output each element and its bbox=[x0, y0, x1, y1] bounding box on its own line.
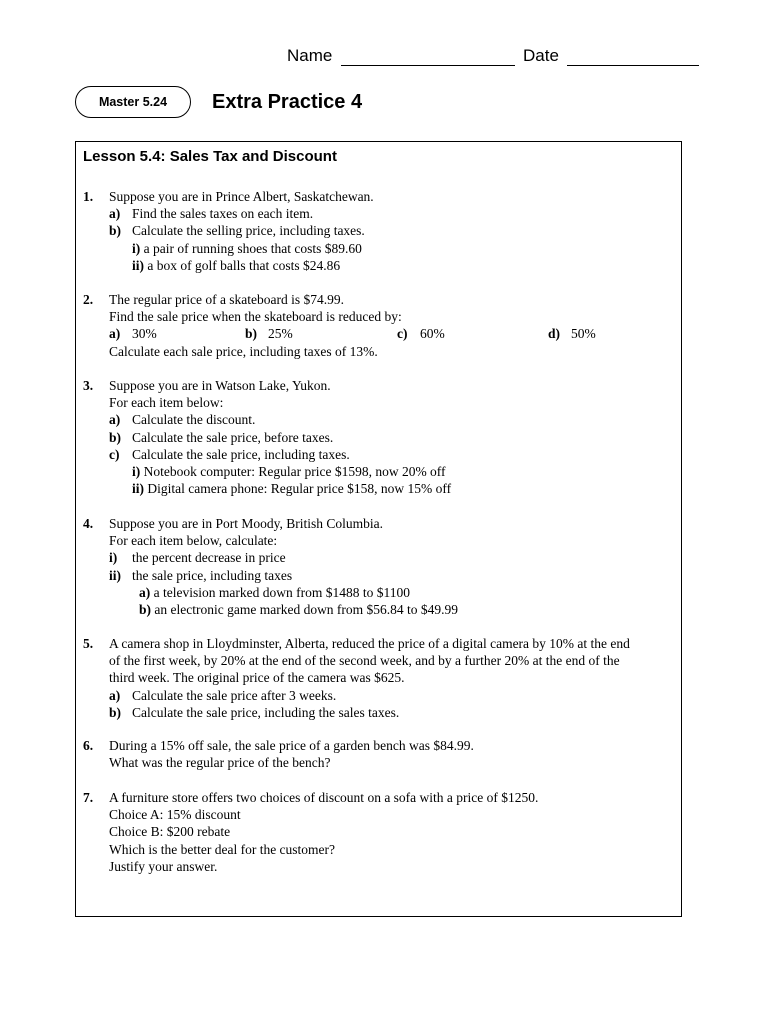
header-name-date bbox=[287, 46, 707, 70]
question-text: Choice B: $200 rebate bbox=[109, 824, 231, 840]
sub-item: ii) Digital camera phone: Regular price $158, now 15% off bbox=[132, 481, 452, 497]
sub-item: a) a television marked down from $1488 to $1100 bbox=[139, 584, 410, 600]
lesson-title: Lesson 5.4: Sales Tax and Discount bbox=[83, 148, 337, 165]
question-text: Suppose you are in Watson Lake, Yukon. bbox=[109, 378, 331, 393]
part-text: Find the sales taxes on each item. bbox=[132, 206, 314, 222]
option-a: a) 30% bbox=[109, 326, 157, 342]
question-text: Choice A: 15% discount bbox=[109, 807, 241, 823]
question-text: For each item below, calculate: bbox=[109, 533, 278, 549]
part-text: Calculate the sale price, before taxes. bbox=[132, 429, 334, 445]
question-text: A camera shop in Lloydminster, Alberta, reduced the price of a digital camera by 10% at the end bbox=[109, 636, 630, 651]
question-number: 1. bbox=[83, 189, 94, 204]
part-text: the sale price, including taxes bbox=[132, 567, 293, 583]
question-text: Justify your answer. bbox=[109, 858, 218, 874]
question-number: 7. bbox=[83, 790, 94, 805]
part-label: a) bbox=[109, 412, 121, 428]
worksheet-box bbox=[75, 141, 682, 917]
part-label: b) bbox=[109, 704, 122, 720]
part-text: Calculate the sale price after 3 weeks. bbox=[132, 687, 337, 703]
part-text: Calculate the sale price, including the sales taxes. bbox=[132, 704, 400, 720]
date-blank[interactable] bbox=[567, 48, 699, 66]
question-5 bbox=[83, 635, 673, 721]
sub-item: i) a pair of running shoes that costs $89.60 bbox=[132, 240, 362, 256]
option-c: c) 60% bbox=[397, 326, 445, 342]
part-label: i) bbox=[109, 550, 118, 566]
part-text: the percent decrease in price bbox=[132, 550, 286, 566]
part-text: Calculate the discount. bbox=[132, 412, 256, 428]
question-number: 2. bbox=[83, 292, 94, 307]
question-text: of the first week, by 20% at the end of the second week, and by a further 20% at the end of the bbox=[109, 653, 620, 669]
part-text: Calculate the selling price, including taxes. bbox=[132, 223, 365, 239]
question-text: Suppose you are in Prince Albert, Saskatchewan. bbox=[109, 189, 374, 204]
question-number: 6. bbox=[83, 738, 94, 753]
master-badge: Master 5.24 bbox=[75, 86, 191, 118]
question-4 bbox=[83, 515, 673, 618]
sub-item: b) an electronic game marked down from $56.84 to $49.99 bbox=[139, 601, 459, 617]
part-label: c) bbox=[109, 446, 120, 462]
question-text: Find the sale price when the skateboard is reduced by: bbox=[109, 309, 402, 325]
question-text: What was the regular price of the bench? bbox=[109, 755, 331, 771]
question-text: During a 15% off sale, the sale price of a garden bench was $84.99. bbox=[109, 738, 474, 753]
page-title: Extra Practice 4 bbox=[212, 91, 363, 113]
part-label: a) bbox=[109, 206, 121, 222]
name-blank[interactable] bbox=[341, 48, 515, 66]
question-text: third week. The original price of the camera was $625. bbox=[109, 670, 405, 686]
part-label: b) bbox=[109, 429, 122, 445]
part-label: ii) bbox=[109, 567, 121, 583]
question-text: Which is the better deal for the customer? bbox=[109, 841, 336, 857]
question-1 bbox=[83, 188, 673, 274]
question-6 bbox=[83, 737, 673, 771]
question-3 bbox=[83, 377, 673, 497]
part-label: b) bbox=[109, 223, 122, 239]
question-number: 4. bbox=[83, 516, 94, 531]
date-label: Date bbox=[523, 46, 559, 65]
option-d: d) 50% bbox=[548, 326, 596, 342]
part-text: Calculate the sale price, including taxes. bbox=[132, 446, 350, 462]
question-number: 5. bbox=[83, 636, 94, 651]
question-text: A furniture store offers two choices of discount on a sofa with a price of $1250. bbox=[109, 790, 539, 805]
question-7 bbox=[83, 789, 673, 875]
part-label: a) bbox=[109, 687, 121, 703]
question-text: Calculate each sale price, including taxes of 13%. bbox=[109, 343, 378, 359]
sub-item: i) Notebook computer: Regular price $1598, now 20% off bbox=[132, 463, 446, 479]
question-2 bbox=[83, 291, 673, 360]
question-number: 3. bbox=[83, 378, 94, 393]
question-text: The regular price of a skateboard is $74.99. bbox=[109, 292, 345, 307]
question-text: Suppose you are in Port Moody, British Columbia. bbox=[109, 516, 383, 531]
sub-item: ii) a box of golf balls that costs $24.86 bbox=[132, 257, 341, 273]
name-label: Name bbox=[287, 46, 333, 65]
option-b: b) 25% bbox=[245, 326, 293, 342]
question-text: For each item below: bbox=[109, 395, 224, 411]
